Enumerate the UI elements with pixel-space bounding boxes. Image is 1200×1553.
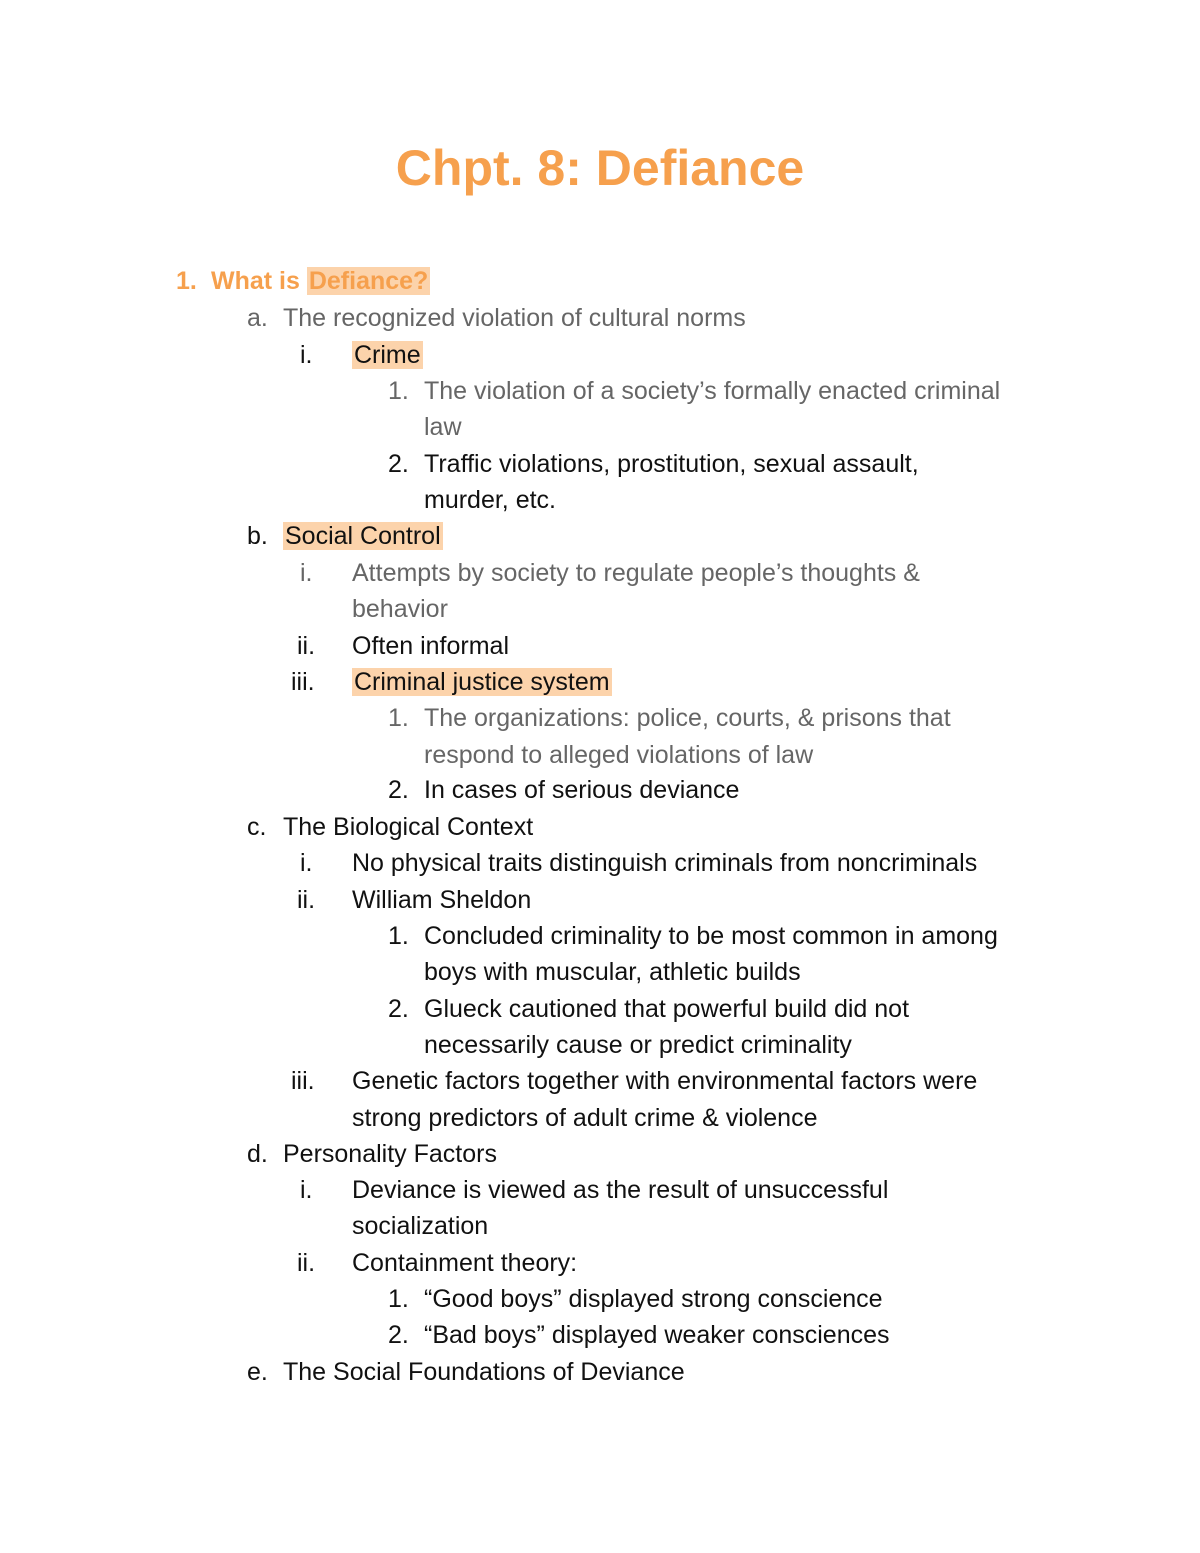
list-item-text: The recognized violation of cultural norms <box>283 304 746 332</box>
list-marker: i. <box>300 1176 313 1204</box>
list-item-text <box>352 337 423 373</box>
list-item-text: The Biological Context <box>283 813 534 841</box>
list-item-text: The organizations: police, courts, & prisons that <box>424 704 951 732</box>
list-item-text: The violation of a society’s formally enacted criminal <box>424 377 1001 405</box>
highlighted-term: Criminal justice system <box>354 668 610 696</box>
list-item-text: “Bad boys” displayed weaker consciences <box>424 1321 890 1349</box>
list-marker: 2. <box>388 776 409 804</box>
highlighted-term: Social Control <box>285 522 441 550</box>
list-item-text: law <box>424 413 462 441</box>
list-marker: 1. <box>388 704 409 732</box>
list-item-text: The Social Foundations of Deviance <box>283 1358 685 1386</box>
list-marker: c. <box>247 813 267 841</box>
list-marker: ii. <box>297 632 316 660</box>
list-item-text: necessarily cause or predict criminality <box>424 1031 852 1059</box>
list-marker: i. <box>300 341 313 369</box>
list-marker: 2. <box>388 450 409 478</box>
list-marker: iii. <box>291 1067 315 1095</box>
list-item-text: Genetic factors together with environmental factors were <box>352 1067 978 1095</box>
heading-text: What is <box>211 267 307 295</box>
list-item-text: Containment theory: <box>352 1249 578 1277</box>
list-item-text: Glueck cautioned that powerful build did not <box>424 995 910 1023</box>
list-marker: 1. <box>388 1285 409 1313</box>
list-item-text: respond to alleged violations of law <box>424 741 814 769</box>
list-marker: i. <box>300 559 313 587</box>
list-marker: iii. <box>291 668 315 696</box>
list-item-text: behavior <box>352 595 448 623</box>
list-item-text: Deviance is viewed as the result of unsuccessful <box>352 1176 889 1204</box>
list-item-text: Concluded criminality to be most common in among <box>424 922 998 950</box>
list-marker: 2. <box>388 995 409 1023</box>
list-item-text: murder, etc. <box>424 486 556 514</box>
list-marker: 2. <box>388 1321 409 1349</box>
list-item-text: Personality Factors <box>283 1140 497 1168</box>
list-item-text: In cases of serious deviance <box>424 776 740 804</box>
list-marker: 1. <box>388 377 409 405</box>
page-title: Chpt. 8: Defiance <box>395 140 805 196</box>
list-item-text: No physical traits distinguish criminals from noncriminals <box>352 849 978 877</box>
list-item-text: socialization <box>352 1212 489 1240</box>
list-item-text: “Good boys” displayed strong conscience <box>424 1285 883 1313</box>
list-marker: i. <box>300 849 313 877</box>
list-item-text: Traffic violations, prostitution, sexual assault, <box>424 450 919 478</box>
list-marker: ii. <box>297 1249 316 1277</box>
list-item-text <box>283 518 443 554</box>
list-marker: 1. <box>388 922 409 950</box>
list-item-text: boys with muscular, athletic builds <box>424 958 801 986</box>
list-item-text <box>352 664 612 700</box>
list-item-text: William Sheldon <box>352 886 532 914</box>
list-marker: e. <box>247 1358 268 1386</box>
highlighted-term: Defiance? <box>308 267 429 295</box>
list-marker: b. <box>247 522 268 550</box>
list-marker: d. <box>247 1140 268 1168</box>
highlighted-term: Crime <box>354 341 421 369</box>
list-item-text: Attempts by society to regulate people’s thoughts & <box>352 559 920 587</box>
list-item-text: Often informal <box>352 632 510 660</box>
list-marker: a. <box>247 304 268 332</box>
list-marker: 1. <box>176 267 197 295</box>
list-marker: ii. <box>297 886 316 914</box>
section-heading <box>211 263 430 299</box>
list-item-text: strong predictors of adult crime & violence <box>352 1104 818 1132</box>
